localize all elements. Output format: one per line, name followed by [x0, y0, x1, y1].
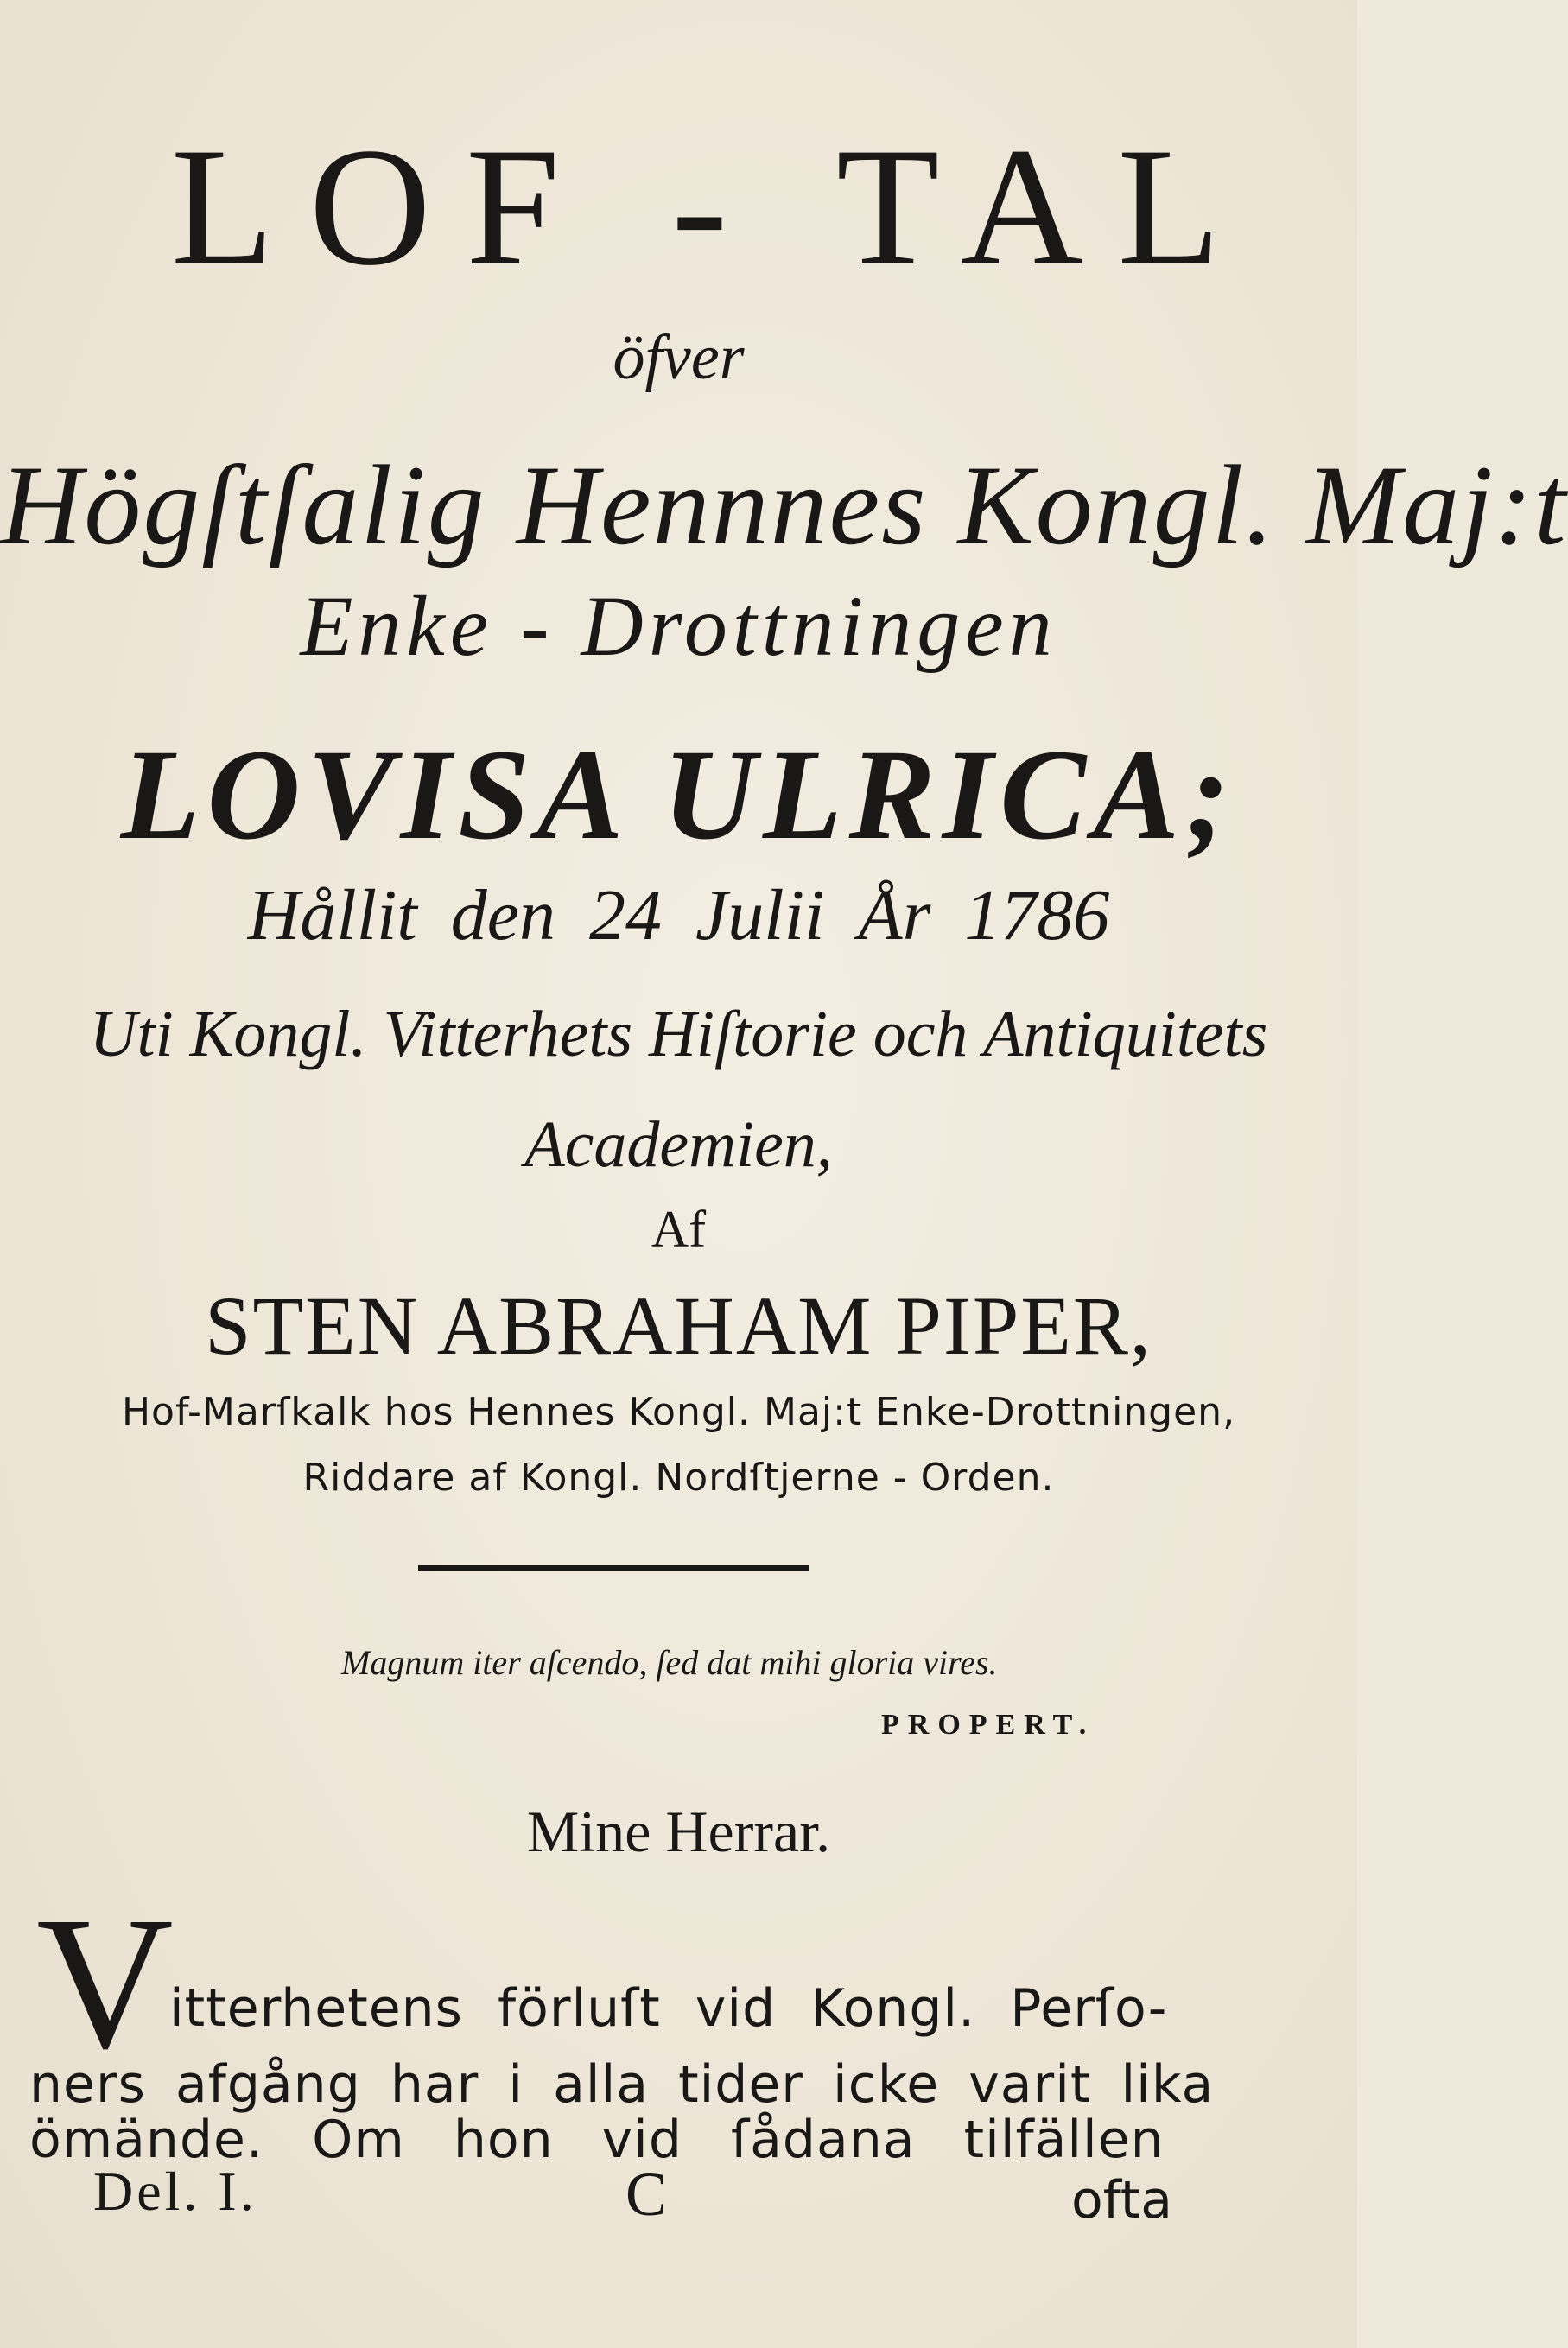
drop-cap: V [36, 1877, 174, 2088]
subject-line-1: Högſtſalig Hennnes Kongl. Maj:t [0, 441, 1568, 568]
venue-line-1: Uti Kongl. Vitterhets Hiſtorie och Antiquitets [89, 998, 1268, 1070]
body-line-1: itterhetens förluſt vid Kongl. Perſo- [169, 1978, 1168, 2039]
catchword: ofta [1071, 2170, 1173, 2231]
af-line: Af [651, 1201, 707, 1258]
motto: Magnum iter aſcendo, ſed dat mihi gloria vires. [341, 1643, 998, 1682]
body-line-3: ömände. Om hon vid ſådana tilfällen [29, 2110, 1165, 2170]
subject-line-2: Enke - Drottningen [300, 578, 1057, 674]
greeting: Mine Herrar. [526, 1799, 831, 1864]
signature-mark: C [625, 2160, 668, 2229]
author-title-line-2: Riddare af Kongl. Nordſtjerne - Orden. [302, 1456, 1055, 1500]
page-title: LOF - TAL [170, 113, 1256, 301]
venue-line-2: Academien, [524, 1108, 833, 1181]
author-name: STEN ABRAHAM PIPER, [205, 1279, 1152, 1372]
author-title-line-1: Hof-Marſkalk hos Hennes Kongl. Maj:t Enke-Drottningen, [121, 1390, 1236, 1434]
held-date-line: Hållit den 24 Julii År 1786 [247, 875, 1110, 955]
divider-rule [418, 1565, 809, 1571]
body-line-2: ners afgång har i alla tider icke varit lika [29, 2054, 1215, 2115]
queen-name: LOVISA ULRICA; [120, 723, 1237, 866]
subtitle-ofver: öfver [613, 322, 745, 393]
signature-left: Del. I. [93, 2161, 257, 2222]
motto-source: PROPERT. [881, 1709, 1095, 1741]
